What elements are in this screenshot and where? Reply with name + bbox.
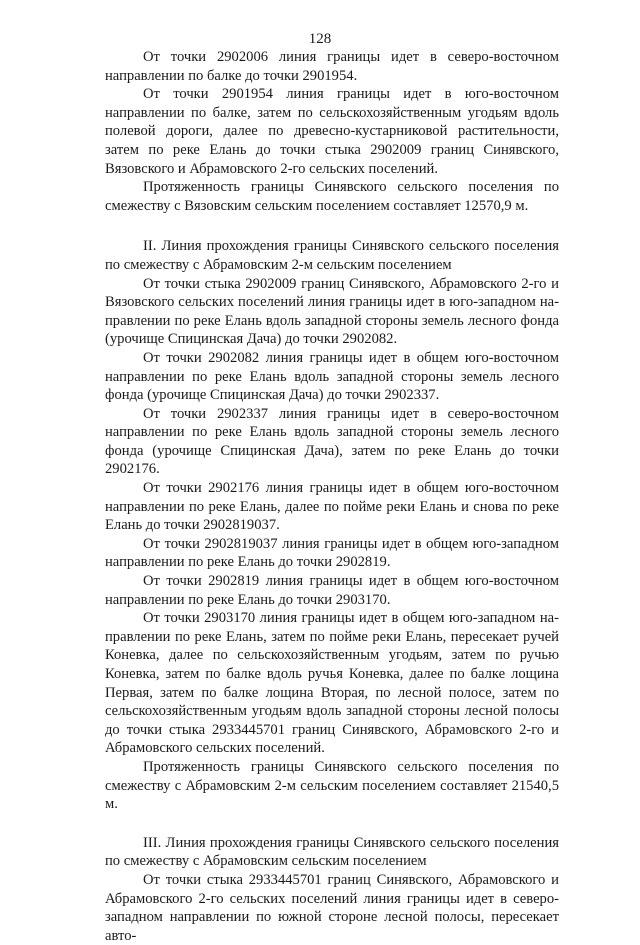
paragraph: От точки 2902082 линия границы идет в общем юго-восточном направлении по реке Елань вдоль западной стороны земель лесного фонда (урочище Спицинская Дача) до точки 2902337.	[105, 349, 559, 404]
paragraph: От точки 2902819 линия границы идет в общем юго-восточном направлении по реке Елань до точки 2903170.	[105, 573, 559, 608]
section-heading: III. Линия прохождения границы Синявского сельского поселения по смежеству с Абрамовским сельским поселением	[105, 834, 559, 870]
paragraph: От точки 2902006 линия границы идет в северо-восточном направлении по балке до точки 2901954.	[105, 49, 559, 84]
page-number: 128	[308, 31, 332, 47]
paragraph: От точки 2902176 линия границы идет в общем юго-восточном направлении по реке Елань, далее по пойме реки Елань и снова по реке Елань до точки 2902819037.	[105, 480, 559, 534]
paragraph: Протяженность границы Синявского сельского поселения по смежеству с Вязовским сельским поселением составляет 12570,9 м.	[105, 179, 559, 214]
paragraph: От точки 2902337 линия границы идет в северо-восточном направлении по реке Елань вдоль западной стороны земель лесного фонда (урочище Спицинская Дача), затем по реке Елань до точки 2902176.	[105, 405, 559, 478]
paragraph: От точки стыка 2902009 границ Синявского, Абрамовского 2-го и Вязовского сельских поселений линия границы идет в юго-западном направлении по реке Елань вдоль западной стороны земель лесного фонда (урочище Спицинская Дача) до точки 2902082.	[105, 275, 559, 348]
paragraph: От точки 2901954 линия границы идет в юго-восточном направлении по балке, затем по сельскохозяйственным угодьям вдоль полевой дороги, далее по древесно-кустарниковой растительности, затем по реке Елань до точки стыка 2902009 границ Синявского, Вязовского и Абрамовского 2-го сельских поселений.	[105, 86, 559, 177]
paragraph: От точки стыка 2933445701 границ Синявского, Абрамовского и Абрамовского 2-го сельских поселений линия границы идет в северо-западном направлении по южной стороне лесной полосы, пересекает авто-	[105, 871, 559, 944]
paragraph: От точки 2903170 линия границы идет в общем юго-западном направлении по реке Елань, затем по пойме реки Елань, пересекает ручей Коневка, далее по сельскохозяйственным угодьям, затем по ручью Коневка, затем по балке вдоль ручья Коневка, далее по балке лощина Первая, затем по балке лощина Вторая, по лесной полосе, затем по сельскохозяйственным угодьям вдоль западной стороны лесной полосы до точки стыка 2933445701 границ Синявского, Абрамовского 2-го и Абрамовского сельских поселений.	[105, 610, 559, 757]
section-spacer	[105, 215, 559, 237]
document-body	[105, 48, 559, 945]
section-heading: II. Линия прохождения границы Синявского сельского поселения по смежеству с Абрамовским 2-м сельским поселением	[105, 238, 559, 273]
paragraph: От точки 2902819037 линия границы идет в общем юго-западном направлении по реке Елань до точки 2902819.	[105, 535, 559, 571]
paragraph: Протяженность границы Синявского сельского поселения по смежеству с Абрамовским 2-м сельским поселением составляет 21540,5 м.	[105, 758, 559, 813]
section-spacer	[105, 814, 559, 834]
